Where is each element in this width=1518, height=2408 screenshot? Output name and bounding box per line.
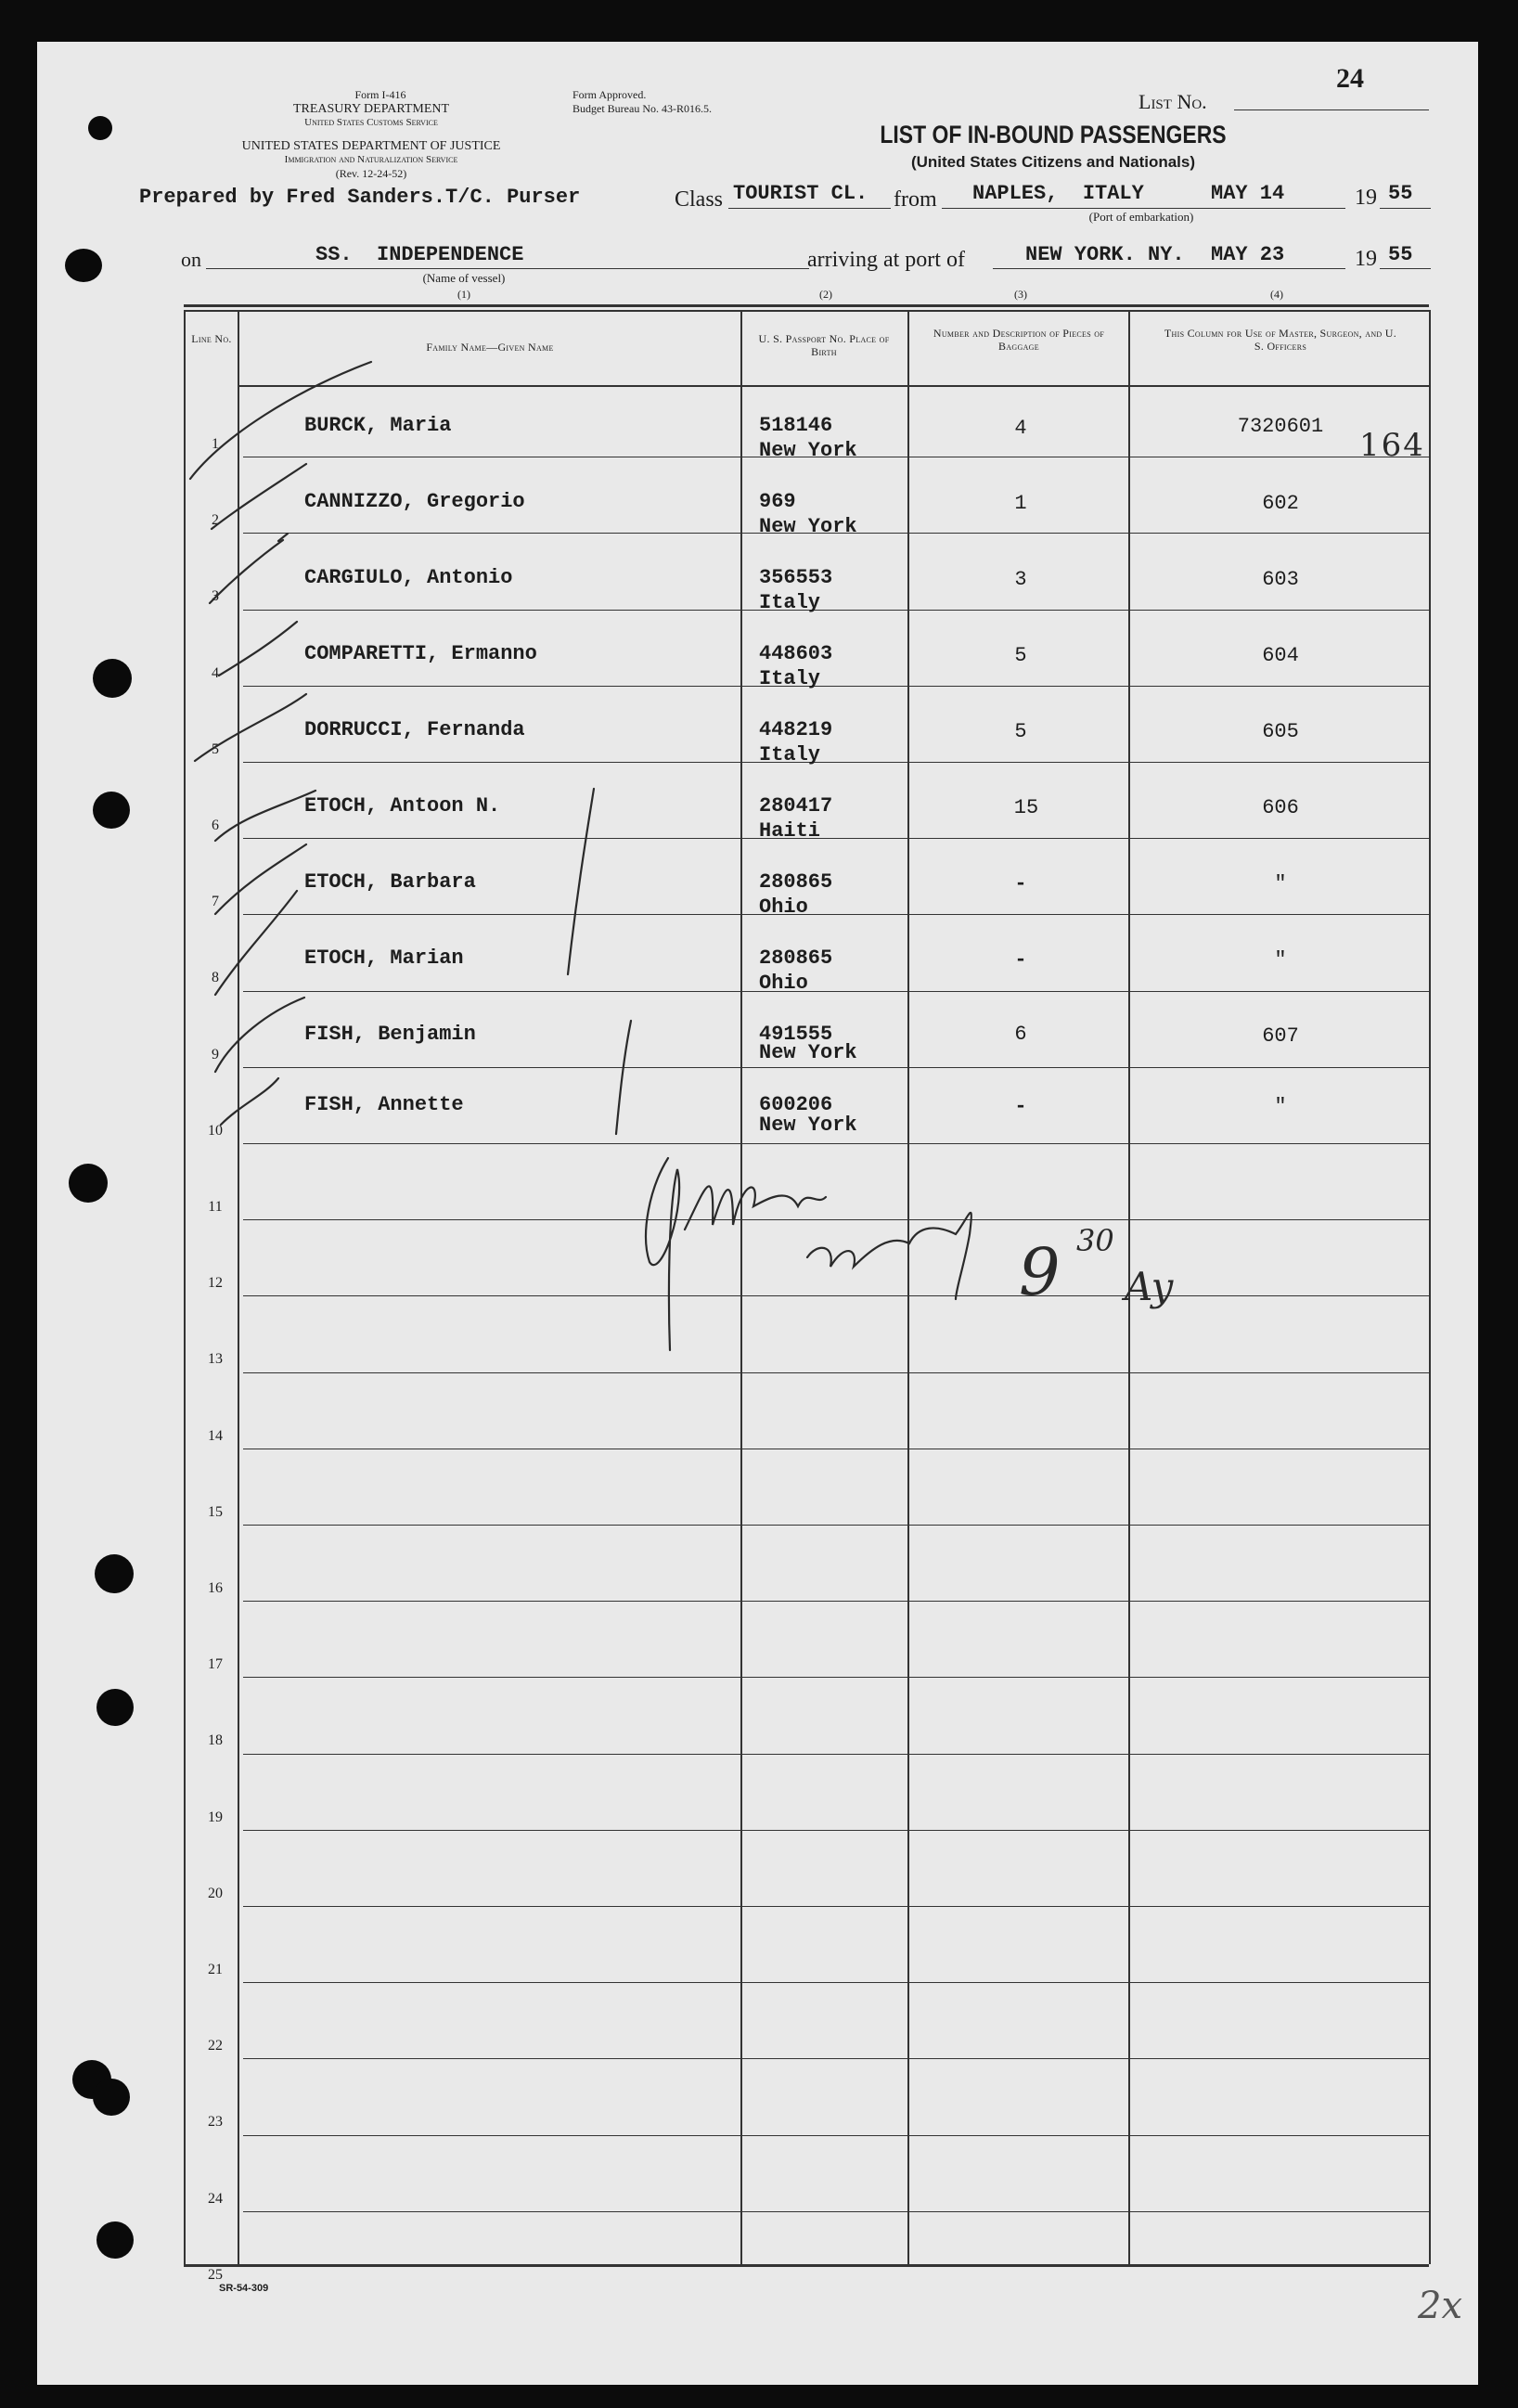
- row-6-baggage: 15: [1013, 796, 1039, 819]
- header-line-no: Line No.: [191, 332, 232, 345]
- list-no-label: List No.: [1138, 90, 1207, 113]
- line-number: 20: [208, 1886, 223, 1901]
- corner-mark: 2x: [1418, 2285, 1463, 2327]
- column-number-1: (1): [457, 288, 470, 301]
- year-suffix-2: 55: [1388, 243, 1413, 266]
- row-4-name: COMPARETTI, Ermanno: [304, 642, 537, 665]
- check-mark-1: [190, 362, 371, 479]
- row-2-passport: 969: [759, 490, 796, 513]
- department-of-justice: UNITED STATES DEPARTMENT OF JUSTICE: [241, 139, 501, 153]
- form-approved: Form Approved.: [572, 88, 647, 101]
- line-number: 22: [208, 2038, 223, 2054]
- row-4-passport: 448603: [759, 642, 833, 665]
- line-number: 10: [208, 1123, 223, 1139]
- column-number-3: (3): [1014, 288, 1027, 301]
- arriving-label: arriving at port of: [807, 248, 965, 272]
- column-number-2: (2): [819, 288, 832, 301]
- signature: [646, 1158, 826, 1350]
- row-6-name: ETOCH, Antoon N.: [304, 794, 501, 818]
- line-number: 15: [208, 1504, 223, 1520]
- line-number: 11: [208, 1199, 223, 1215]
- line-number: 25: [208, 2267, 223, 2283]
- row-1-passport: 518146: [759, 414, 833, 437]
- check-mark-9: [215, 998, 304, 1072]
- row-9-officer: 607: [1262, 1024, 1299, 1048]
- line-number: 14: [208, 1428, 223, 1444]
- customs-service: United States Customs Service: [304, 117, 438, 128]
- check-mark-7: [215, 844, 306, 914]
- arrival-port: NEW YORK. NY.: [1025, 243, 1185, 266]
- row-2-name: CANNIZZO, Gregorio: [304, 490, 525, 513]
- line-number: 5: [212, 741, 219, 757]
- ins-service: Immigration and Naturalization Service: [284, 154, 458, 165]
- row-10-officer: ": [1274, 1095, 1287, 1118]
- year-suffix-1: 55: [1388, 182, 1413, 205]
- row-6-passport: 280417: [759, 794, 833, 818]
- line-number: 9: [212, 1047, 219, 1062]
- header-passport: U. S. Passport No. Place of Birth: [758, 332, 890, 358]
- check-mark-5: [195, 694, 306, 761]
- form-number: Form I-416: [354, 88, 406, 101]
- line-number: 17: [208, 1656, 223, 1672]
- time-note-suffix: Ay: [1125, 1264, 1174, 1309]
- row-4-birthplace: Italy: [759, 667, 821, 690]
- time-note-minutes: 30: [1076, 1223, 1114, 1258]
- vessel-caption: (Name of vessel): [422, 271, 506, 285]
- port-caption: (Port of embarkation): [1088, 210, 1194, 224]
- row-4-officer: 604: [1262, 644, 1299, 667]
- row-10-passport: 600206: [759, 1093, 833, 1116]
- header-name: Family Name—Given Name: [426, 341, 554, 354]
- row-5-birthplace: Italy: [759, 743, 821, 766]
- row-3-officer: 603: [1262, 568, 1299, 591]
- row-9-passport: 491555: [759, 1023, 833, 1046]
- row-7-passport: 280865: [759, 870, 833, 894]
- treasury-department: TREASURY DEPARTMENT: [292, 102, 450, 116]
- row-1-name: BURCK, Maria: [304, 414, 452, 437]
- row-8-name: ETOCH, Marian: [304, 946, 464, 970]
- row-5-officer: 605: [1262, 720, 1299, 743]
- line-number: 23: [208, 2114, 223, 2130]
- row-7-birthplace: Ohio: [759, 895, 808, 919]
- row-6-officer: 606: [1262, 796, 1299, 819]
- row-3-baggage: 3: [1014, 568, 1027, 591]
- margin-number: 164: [1359, 427, 1425, 464]
- form-revision: (Rev. 12-24-52): [335, 167, 407, 180]
- bracket-line-2: [616, 1021, 631, 1134]
- line-number: 2: [212, 512, 219, 528]
- check-mark-10: [221, 1078, 278, 1125]
- arrival-date: MAY 23: [1211, 243, 1285, 266]
- check-mark-3: [210, 534, 288, 603]
- line-number: 1: [212, 436, 219, 452]
- class-label: Class: [675, 187, 724, 212]
- row-2-officer: 602: [1262, 492, 1299, 515]
- row-1-baggage: 4: [1014, 417, 1027, 440]
- check-mark-4: [219, 622, 297, 676]
- footer-code: SR-54-309: [219, 2283, 269, 2294]
- row-5-baggage: 5: [1014, 720, 1027, 743]
- row-6-birthplace: Haiti: [759, 819, 821, 843]
- column-number-4: (4): [1270, 288, 1283, 301]
- on-label: on: [181, 248, 201, 271]
- class-value: TOURIST CL.: [733, 182, 868, 205]
- row-8-passport: 280865: [759, 946, 833, 970]
- row-9-baggage: 6: [1014, 1023, 1027, 1046]
- header-officers: This Column for Use of Master, Surgeon, and U. S. Officers: [1164, 327, 1397, 353]
- header-baggage: Number and Description of Pieces of Baggage: [933, 327, 1105, 353]
- form-subtitle: (United States Citizens and Nationals): [910, 153, 1196, 171]
- time-note-hour: 9: [1019, 1234, 1061, 1310]
- row-5-passport: 448219: [759, 718, 833, 741]
- line-number: 18: [208, 1732, 223, 1748]
- initials: [807, 1213, 971, 1299]
- line-number: 8: [212, 970, 219, 985]
- row-8-baggage: -: [1014, 948, 1027, 972]
- list-number: 24: [1336, 63, 1364, 94]
- row-10-baggage: -: [1014, 1095, 1027, 1118]
- row-8-birthplace: Ohio: [759, 972, 808, 995]
- line-number: 24: [208, 2191, 223, 2207]
- row-10-name: FISH, Annette: [304, 1093, 464, 1116]
- line-number: 21: [208, 1962, 223, 1977]
- from-label: from: [894, 187, 937, 212]
- row-1-officer: 7320601: [1237, 415, 1324, 438]
- row-8-officer: ": [1274, 948, 1287, 972]
- line-number: 7: [212, 894, 219, 909]
- prepared-by: Prepared by Fred Sanders.T/C. Purser: [139, 186, 581, 209]
- line-number: 16: [208, 1580, 223, 1596]
- year-prefix-1: 19: [1355, 186, 1377, 210]
- vessel-name: SS. INDEPENDENCE: [315, 243, 524, 266]
- port-of-embarkation: NAPLES, ITALY: [972, 182, 1144, 205]
- row-2-baggage: 1: [1014, 492, 1027, 515]
- line-number: 4: [212, 665, 219, 681]
- row-9-name: FISH, Benjamin: [304, 1023, 476, 1046]
- row-10-birthplace: New York: [759, 1114, 857, 1137]
- row-3-name: CARGIULO, Antonio: [304, 566, 513, 589]
- line-number: 3: [212, 588, 219, 604]
- line-number: 13: [208, 1351, 223, 1367]
- year-prefix-2: 19: [1355, 247, 1377, 271]
- row-2-birthplace: New York: [759, 515, 857, 538]
- budget-bureau: Budget Bureau No. 43-R016.5.: [572, 102, 712, 115]
- check-mark-2: [212, 464, 306, 529]
- row-3-passport: 356553: [759, 566, 833, 589]
- row-7-baggage: -: [1014, 872, 1027, 895]
- bracket-line-1: [568, 789, 594, 974]
- line-number: 12: [208, 1275, 223, 1291]
- row-5-name: DORRUCCI, Fernanda: [304, 718, 525, 741]
- check-mark-6: [215, 791, 315, 841]
- form-title: LIST OF IN-BOUND PASSENGERS: [880, 121, 1227, 148]
- row-7-officer: ": [1274, 872, 1287, 895]
- row-7-name: ETOCH, Barbara: [304, 870, 476, 894]
- line-number: 6: [212, 818, 219, 833]
- line-number: 19: [208, 1809, 223, 1825]
- embarkation-date: MAY 14: [1211, 182, 1285, 205]
- row-1-birthplace: New York: [759, 439, 857, 462]
- row-4-baggage: 5: [1014, 644, 1027, 667]
- check-mark-8: [215, 891, 297, 995]
- row-3-birthplace: Italy: [759, 591, 821, 614]
- row-9-birthplace: New York: [759, 1041, 857, 1064]
